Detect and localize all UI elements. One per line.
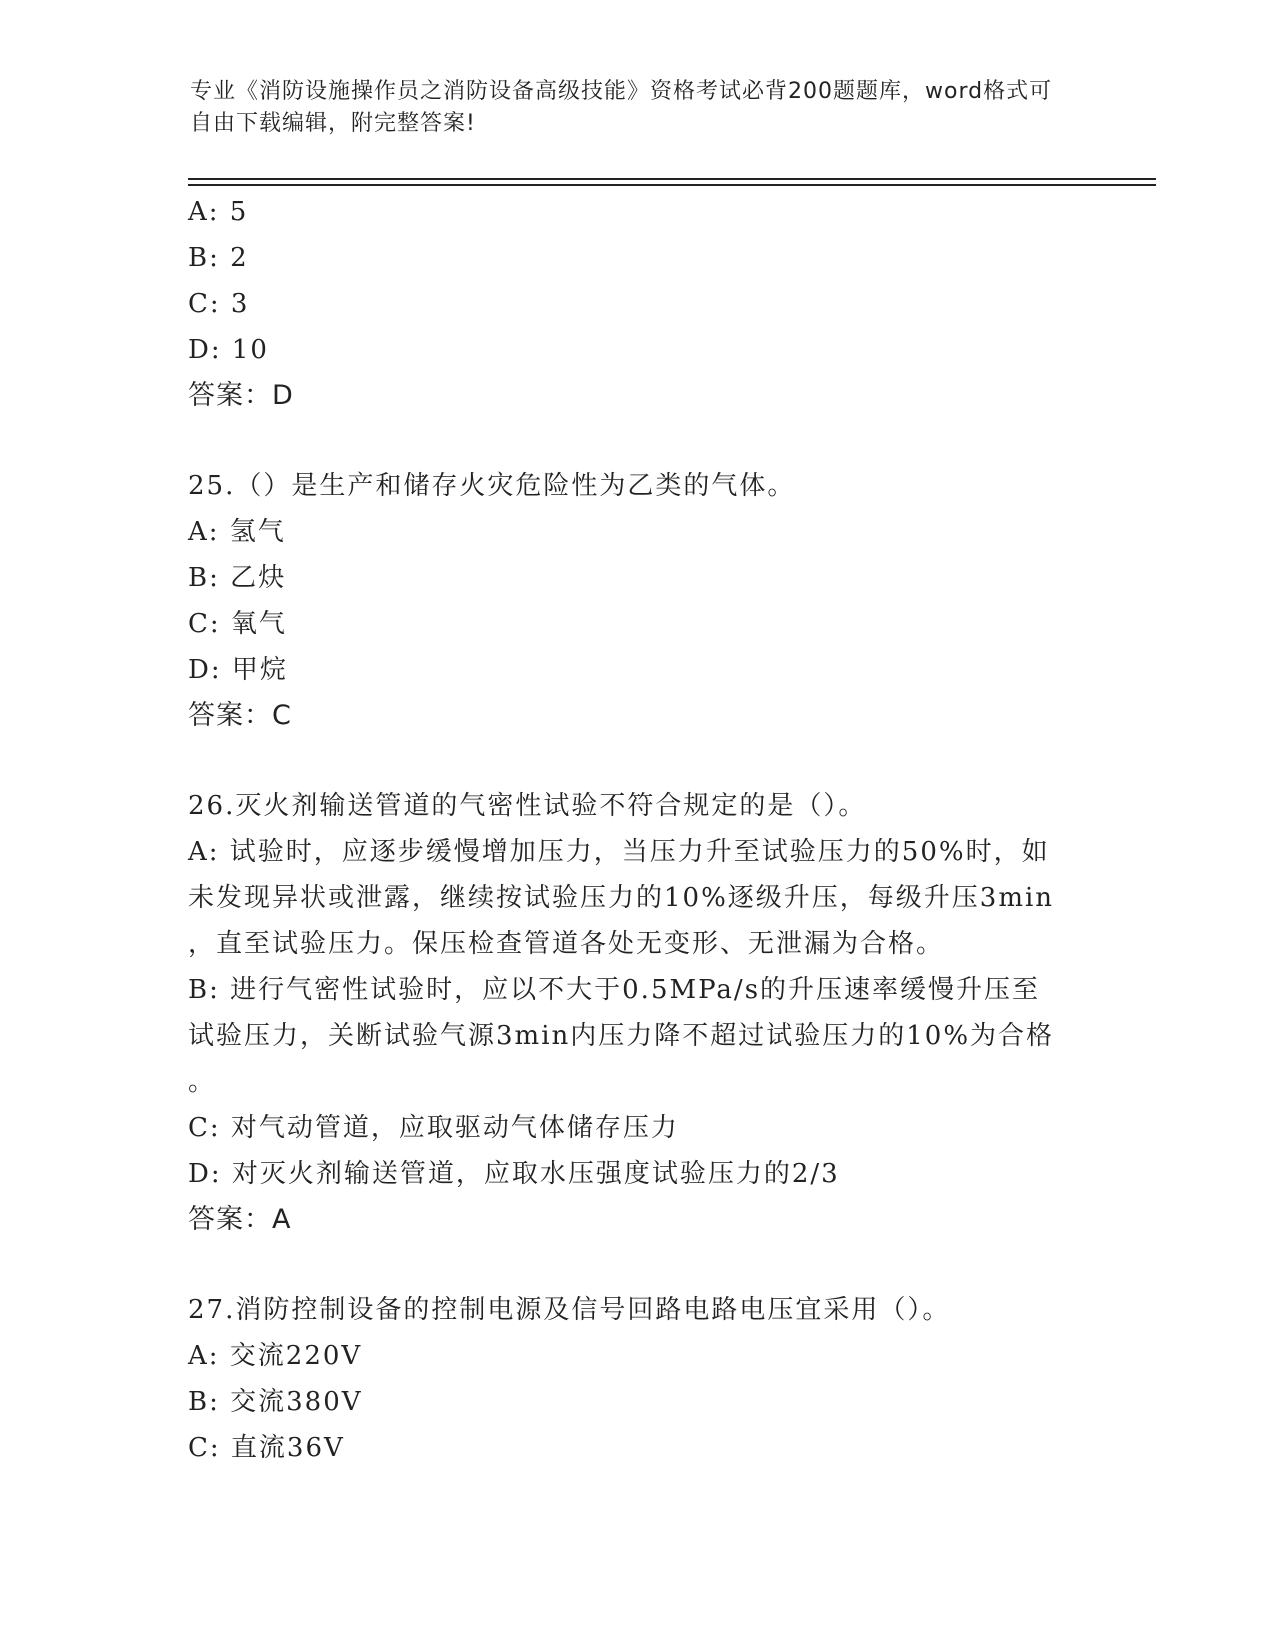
header-divider-bottom bbox=[188, 184, 1156, 186]
document-body bbox=[188, 189, 1088, 1471]
option-d: D: 对灭火剂输送管道，应取水压强度试验压力的2/3 bbox=[188, 1159, 840, 1189]
question-26 bbox=[188, 783, 1088, 1243]
answer-line: 答案：C bbox=[188, 700, 292, 731]
option-a-line-1: A: 试验时，应逐步缓慢增加压力，当压力升至试验压力的50%时，如 bbox=[188, 837, 1050, 867]
spacer bbox=[188, 1243, 1088, 1287]
option-a: A: 氢气 bbox=[188, 517, 286, 547]
option-d: D: 10 bbox=[188, 335, 269, 365]
option-a: A: 交流220V bbox=[188, 1341, 363, 1371]
question-stem: 27.消防控制设备的控制电源及信号回路电路电压宜采用（）。 bbox=[188, 1295, 951, 1325]
option-d: D: 甲烷 bbox=[188, 655, 288, 685]
header-divider-top bbox=[188, 178, 1156, 180]
option-a: A: 5 bbox=[188, 197, 249, 227]
option-c: C: 3 bbox=[188, 289, 250, 319]
question-24-continuation bbox=[188, 189, 1088, 419]
option-b-line-3: 。 bbox=[188, 1067, 217, 1097]
option-b-line-2: 试验压力，关断试验气源3min内压力降不超过试验压力的10%为合格 bbox=[188, 1021, 1055, 1051]
question-25 bbox=[188, 463, 1088, 739]
question-27 bbox=[188, 1287, 1088, 1471]
option-b: B: 交流380V bbox=[188, 1387, 363, 1417]
option-b-line-1: B: 进行气密性试验时，应以不大于0.5MPa/s的升压速率缓慢升压至 bbox=[188, 975, 1041, 1005]
option-a-line-2: 未发现异状或泄露，继续按试验压力的10%逐级升压，每级升压3min bbox=[188, 883, 1055, 913]
spacer bbox=[188, 739, 1088, 783]
option-c: C: 直流36V bbox=[188, 1433, 345, 1463]
option-b: B: 乙炔 bbox=[188, 563, 287, 593]
option-b: B: 2 bbox=[188, 243, 249, 273]
question-stem: 25.（）是生产和储存火灾危险性为乙类的气体。 bbox=[188, 471, 796, 501]
option-a-line-3: ，直至试验压力。保压检查管道各处无变形、无泄漏为合格。 bbox=[188, 929, 945, 959]
spacer bbox=[188, 419, 1088, 463]
question-stem: 26.灭火剂输送管道的气密性试验不符合规定的是（）。 bbox=[188, 791, 867, 821]
option-c: C: 氧气 bbox=[188, 609, 287, 639]
answer-line: 答案：A bbox=[188, 1204, 292, 1235]
option-c: C: 对气动管道，应取驱动气体储存压力 bbox=[188, 1113, 679, 1143]
answer-line: 答案：D bbox=[188, 380, 294, 411]
document-header: 专业《消防设施操作员之消防设备高级技能》资格考试必背200题题库，word格式可自由下载编辑，附完整答案! bbox=[190, 79, 1053, 136]
